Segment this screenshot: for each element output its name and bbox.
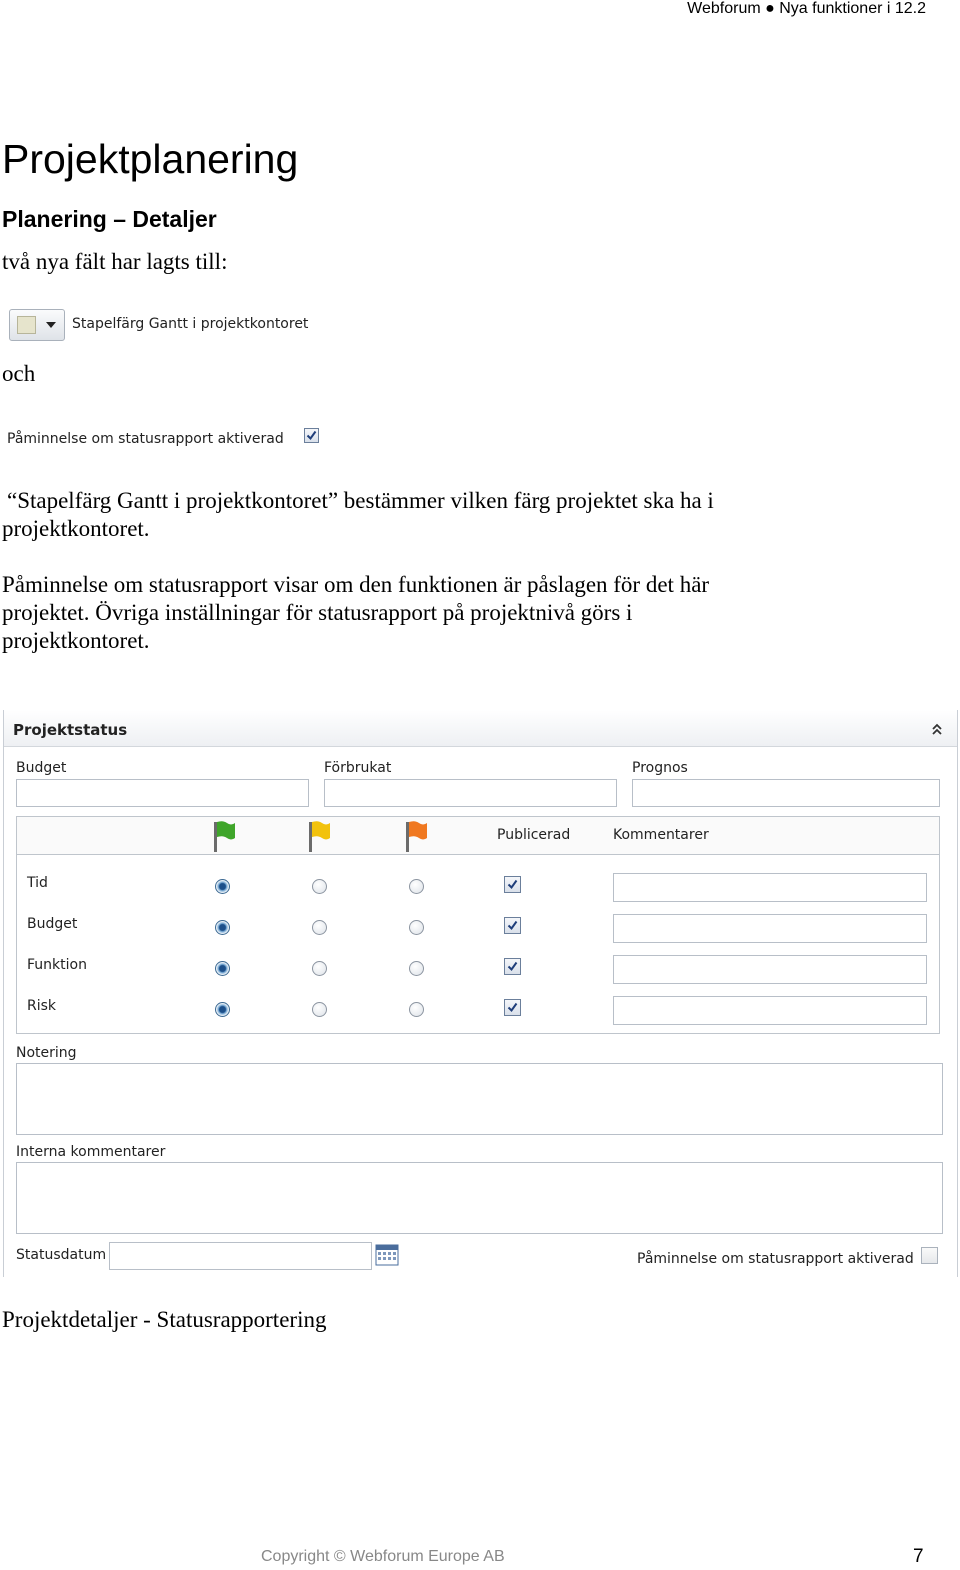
row-label: Risk [27,998,57,1014]
interna-label: Interna kommentarer [16,1144,166,1160]
budget-input[interactable] [16,779,309,807]
kommentar-input[interactable] [613,914,927,943]
radio-green[interactable] [215,920,230,935]
publicerad-checkbox[interactable] [504,958,521,975]
checkmark-icon [306,430,317,441]
footer-copyright: Copyright © Webforum Europe AB [261,1548,505,1565]
checkmark-icon [507,961,518,972]
kommentarer-header: Kommentarer [613,827,709,843]
paragraph-line: Påminnelse om statusrapport visar om den funktionen är påslagen för det här [2,572,710,597]
radio-orange[interactable] [409,961,424,976]
forbrukat-label: Förbrukat [324,760,392,776]
radio-green[interactable] [215,961,230,976]
bullet-icon: ● [765,0,780,17]
status-grid [16,816,940,1034]
radio-orange[interactable] [409,920,424,935]
statusdatum-input[interactable] [109,1242,372,1270]
status-row-budget [17,908,939,943]
header-brand: Webforum [687,0,761,17]
paragraph-line: “Stapelfärg Gantt i projektkontoret” bestämmer vilken färg projektet ska ha i [7,488,714,513]
kommentar-input[interactable] [613,996,927,1025]
radio-yellow[interactable] [312,879,327,894]
paragraph-reminder [2,571,952,655]
prognos-input[interactable] [632,779,940,807]
row-label: Budget [27,916,78,932]
paragraph-line: projektkontoret. [2,516,150,541]
radio-yellow[interactable] [312,920,327,935]
collapse-icon[interactable] [931,723,943,735]
yellow-flag-icon [306,819,332,853]
green-flag-icon [211,819,237,853]
statusdatum-label: Statusdatum [16,1247,107,1263]
intro-text: två nya fält har lagts till: [2,249,228,274]
prognos-label: Prognos [632,760,688,776]
reminder-checkbox[interactable] [304,428,319,443]
page-number: 7 [913,1546,924,1567]
header-topic: Nya funktioner i 12.2 [779,0,926,17]
running-header [687,0,926,18]
color-swatch [17,316,36,334]
paragraph-line: projektkontoret. [2,628,150,653]
chevron-down-icon [46,322,56,328]
status-row-tid [17,867,939,902]
publicerad-header: Publicerad [497,827,571,843]
notering-label: Notering [16,1045,77,1061]
publicerad-checkbox[interactable] [504,999,521,1016]
row-label: Funktion [27,957,87,973]
radio-green[interactable] [215,1002,230,1017]
publicerad-checkbox[interactable] [504,917,521,934]
publicerad-checkbox[interactable] [504,876,521,893]
figure-caption: Projektdetaljer - Statusrapportering [2,1307,327,1332]
status-row-risk [17,990,939,1025]
budget-label: Budget [16,760,67,776]
reminder-field-label: Påminnelse om statusrapport aktiverad [7,431,284,447]
radio-yellow[interactable] [312,1002,327,1017]
row-label: Tid [27,875,48,891]
forbrukat-input[interactable] [324,779,617,807]
checkmark-icon [507,879,518,890]
checkmark-icon [507,1002,518,1013]
paragraph-line: projektet. Övriga inställningar för statusrapport på projektnivå görs i [2,600,633,625]
kommentar-input[interactable] [613,955,927,984]
radio-orange[interactable] [409,1002,424,1017]
gantt-color-label: Stapelfärg Gantt i projektkontoret [72,316,309,332]
project-status-panel [3,710,958,1277]
radio-green[interactable] [215,879,230,894]
och-text: och [2,361,36,386]
orange-flag-icon [403,819,429,853]
panel-reminder-checkbox[interactable] [921,1247,938,1264]
notering-textarea[interactable] [16,1063,943,1135]
gantt-color-picker[interactable] [9,309,65,341]
radio-orange[interactable] [409,879,424,894]
paragraph-gantt [2,487,952,543]
interna-textarea[interactable] [16,1162,943,1234]
kommentar-input[interactable] [613,873,927,902]
panel-title: Projektstatus [13,721,128,739]
page-title: Projektplanering [2,136,299,182]
radio-yellow[interactable] [312,961,327,976]
panel-header [4,710,957,747]
status-grid-header [17,817,939,855]
checkmark-icon [507,920,518,931]
panel-reminder-label: Påminnelse om statusrapport aktiverad [637,1251,914,1267]
section-title: Planering – Detaljer [2,206,217,232]
calendar-icon[interactable] [375,1244,399,1266]
status-row-funktion [17,949,939,984]
